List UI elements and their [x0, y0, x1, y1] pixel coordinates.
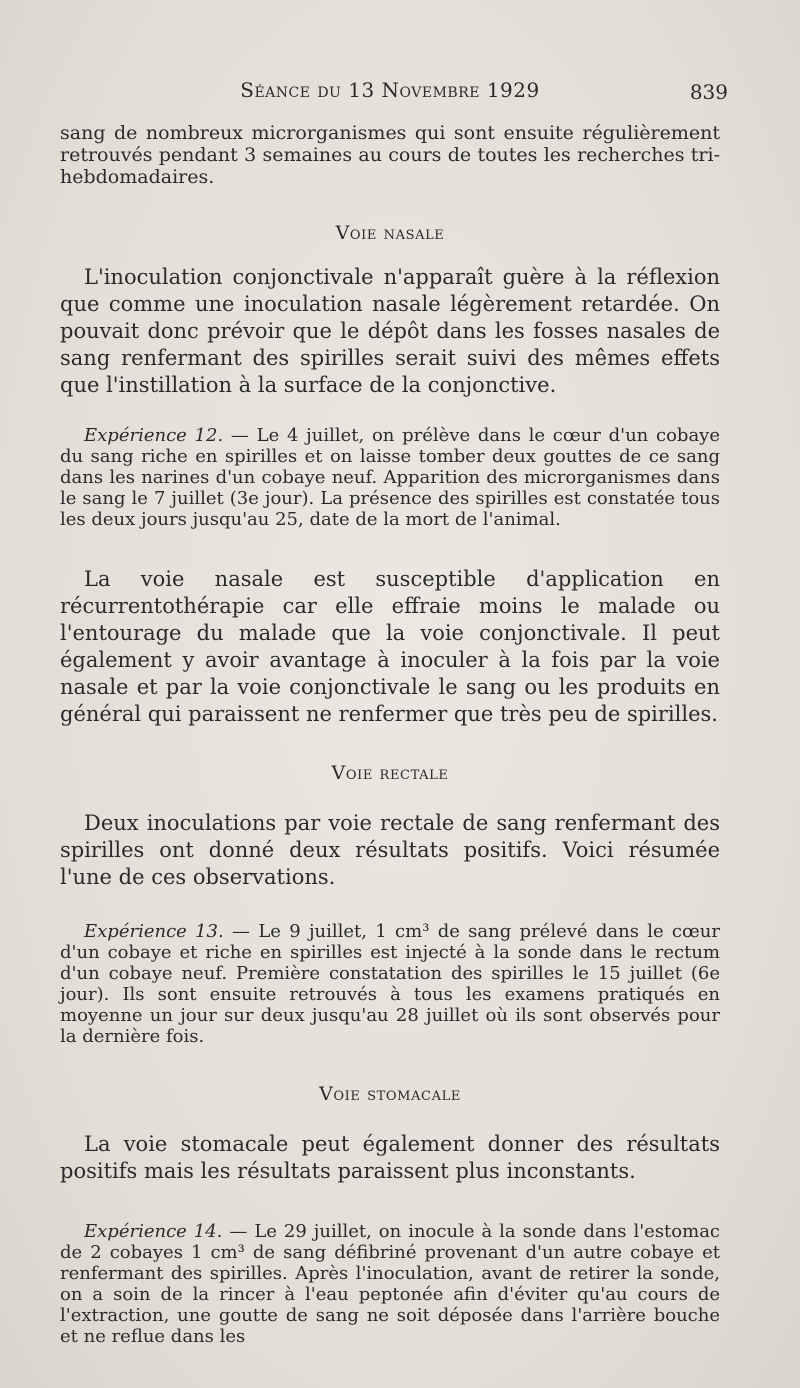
experience-13-text: — Le 9 juillet, 1 cm³ de sang prélevé dans le cœur d'un cobaye et riche en spirilles est injecté à la sonde dans le rectum d'un cobaye neuf. Première constatation des spirilles le 15 juillet (6e jour). Ils sont ensuite retrouvés à tous les examens pratiqués en moyenne un jour sur deux jusqu'au 28 juillet où ils sont observés pour la dernière fois.	[60, 921, 720, 1047]
running-head-title: Séance du 13 Novembre 1929	[240, 78, 540, 102]
experience-14	[60, 1221, 720, 1347]
paragraph-stomacale-intro: La voie stomacale peut également donner des résultats positifs mais les résultats paraissent plus inconstants.	[60, 1132, 720, 1183]
page-number: 839	[689, 80, 728, 104]
experience-12-text: — Le 4 juillet, on prélève dans le cœur d'un cobaye du sang riche en spirilles et on laisse tomber deux gouttes de ce sang dans les narines d'un cobaye neuf. Apparition des microrganismes dans le sang le 7 juillet (3e jour). La présence des spirilles est constatée tous les deux jours jusqu'au 25, date de la mort de l'animal.	[60, 425, 720, 530]
paragraph-continued: sang de nombreux microrganismes qui sont ensuite régulièrement retrouvés pendant 3 semaines au cours de toutes les recherches tri-hebdomadaires.	[60, 122, 720, 188]
experience-12	[60, 425, 720, 530]
section-heading-stomacale: Voie stomacale	[319, 1083, 461, 1105]
running-head	[60, 78, 728, 108]
paragraph-nasale-intro: L'inoculation conjonctivale n'apparaît guère à la réflexion que comme une inoculation nasale légèrement retardée. On pouvait donc prévoir que le dépôt dans les fosses nasales de sang renfermant des spirilles serait suivi des mêmes effets que l'instillation à la surface de la conjonctive.	[60, 265, 720, 397]
experience-13-label: Expérience 13.	[84, 921, 224, 942]
body-text	[60, 122, 720, 1347]
experience-14-text: — Le 29 juillet, on inocule à la sonde dans l'estomac de 2 cobayes 1 cm³ de sang défibriné provenant d'un autre cobaye et renfermant des spirilles. Après l'inoculation, avant de retirer la sonde, on a soin de la rincer à l'eau peptonée afin d'éviter qu'au cours de l'extraction, une goutte de sang ne soit déposée dans l'arrière bouche et ne reflue dans les	[60, 1221, 721, 1347]
section-heading-nasale: Voie nasale	[335, 222, 445, 244]
section-heading-rectale: Voie rectale	[331, 762, 449, 784]
experience-12-label: Expérience 12.	[84, 425, 224, 446]
paragraph-nasale-application: La voie nasale est susceptible d'application en récurrentothérapie car elle effraie moins le malade ou l'entourage du malade que la voie conjonctivale. Il peut également y avoir avantage à inoculer à la fois par la voie nasale et par la voie conjonctivale le sang ou les produits en général qui paraissent ne renfermer que très peu de spirilles.	[60, 567, 720, 726]
experience-14-label: Expérience 14.	[84, 1221, 223, 1242]
paragraph-rectale-intro: Deux inoculations par voie rectale de sang renfermant des spirilles ont donné deux résultats positifs. Voici résumée l'une de ces observations.	[60, 811, 720, 889]
experience-13	[60, 921, 720, 1047]
